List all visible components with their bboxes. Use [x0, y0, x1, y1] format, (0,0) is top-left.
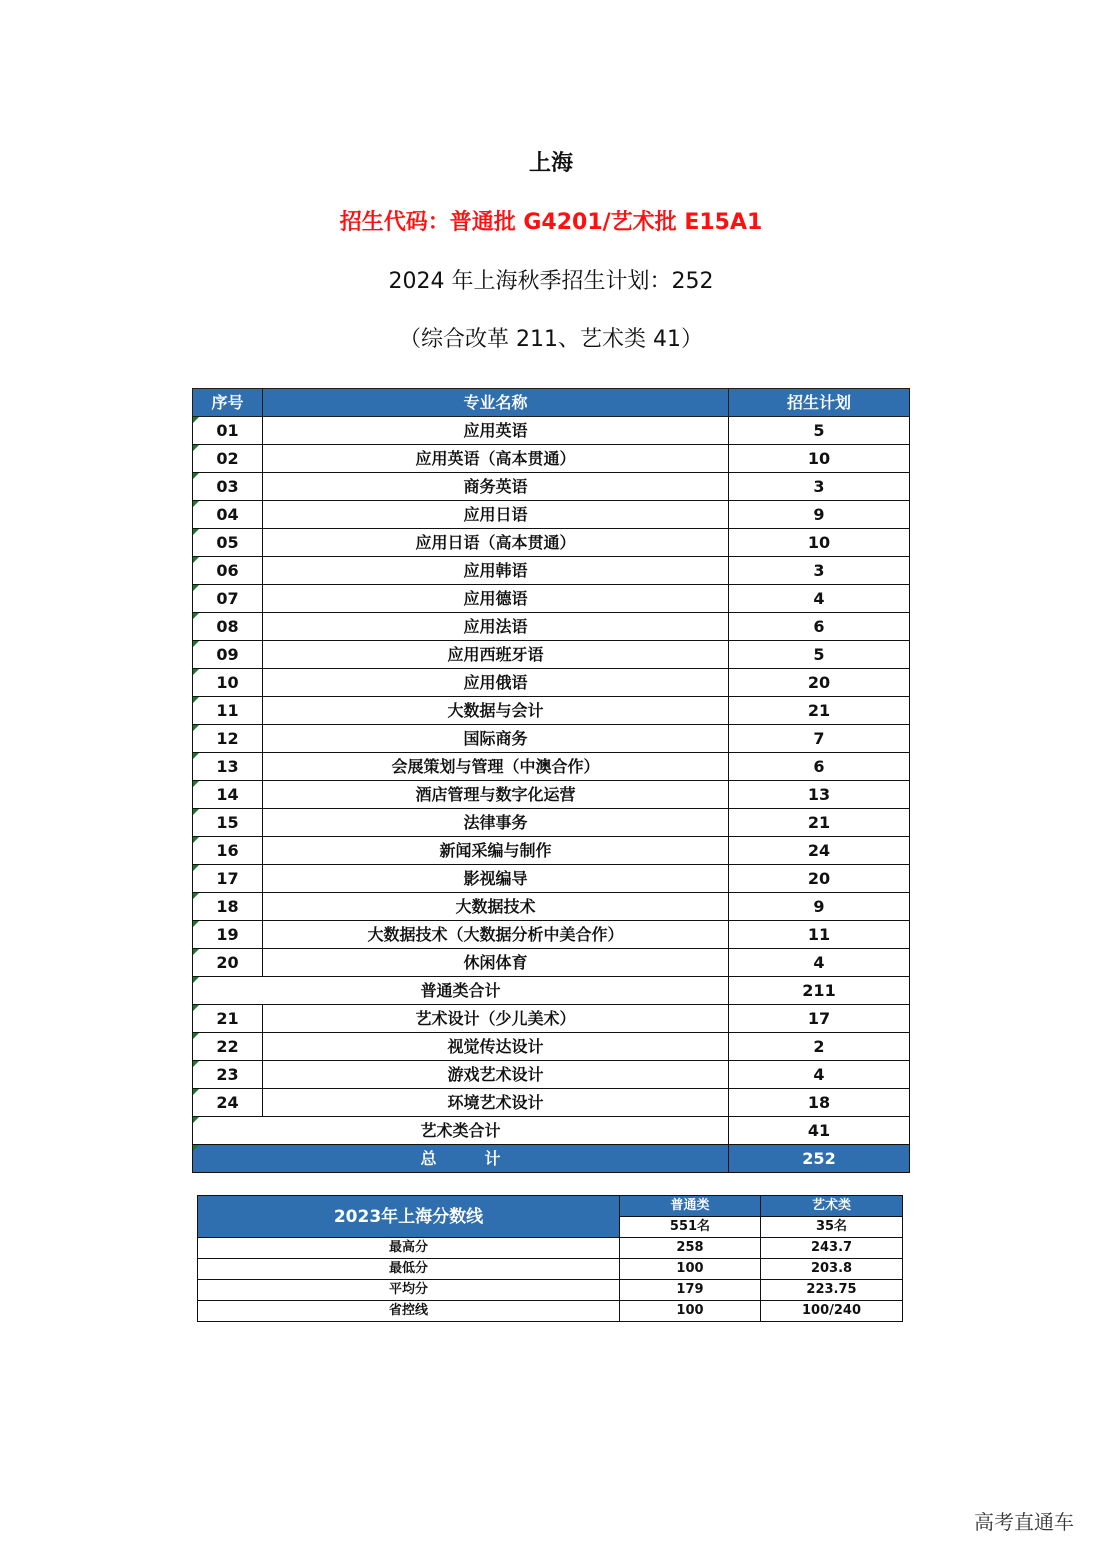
table-row	[193, 1033, 910, 1061]
plan-count: 3	[729, 473, 910, 501]
table-row	[193, 501, 910, 529]
major-name: 大数据技术	[263, 893, 729, 921]
major-name: 会展策划与管理（中澳合作）	[263, 753, 729, 781]
major-name: 大数据技术（大数据分析中美合作）	[263, 921, 729, 949]
table-row	[193, 473, 910, 501]
row-number: 07	[193, 585, 263, 613]
plan-count: 5	[729, 417, 910, 445]
score-art: 243.7	[761, 1238, 903, 1259]
plan-count: 18	[729, 1089, 910, 1117]
plan-count: 10	[729, 529, 910, 557]
table-row	[193, 557, 910, 585]
table-row	[193, 837, 910, 865]
general-subtotal-row-label: 普通类合计	[193, 977, 729, 1005]
row-number: 24	[193, 1089, 263, 1117]
art-subtotal-row-label: 艺术类合计	[193, 1117, 729, 1145]
plan-count: 9	[729, 501, 910, 529]
table-row	[193, 1005, 910, 1033]
major-name: 应用俄语	[263, 669, 729, 697]
table-row	[193, 613, 910, 641]
plan-count: 4	[729, 585, 910, 613]
score-general: 100	[620, 1301, 761, 1322]
plan-count: 7	[729, 725, 910, 753]
major-name: 应用西班牙语	[263, 641, 729, 669]
column-header: 序号	[193, 389, 263, 417]
plan-count: 4	[729, 949, 910, 977]
plan-count: 9	[729, 893, 910, 921]
column-header: 艺术类	[761, 1196, 903, 1217]
major-name: 游戏艺术设计	[263, 1061, 729, 1089]
enrollment-plan: 2024 年上海秋季招生计划：252	[388, 269, 714, 294]
table-row	[198, 1280, 903, 1301]
plan-count: 13	[729, 781, 910, 809]
table-row	[198, 1259, 903, 1280]
major-name: 应用日语（高本贯通）	[263, 529, 729, 557]
plan-count: 6	[729, 753, 910, 781]
column-header: 招生计划	[729, 389, 910, 417]
major-name: 应用法语	[263, 613, 729, 641]
total-row-label: 总 计	[193, 1145, 729, 1173]
row-number: 10	[193, 669, 263, 697]
major-name: 艺术设计（少儿美术）	[263, 1005, 729, 1033]
plan-count: 6	[729, 613, 910, 641]
row-number: 04	[193, 501, 263, 529]
major-name: 酒店管理与数字化运营	[263, 781, 729, 809]
row-number: 08	[193, 613, 263, 641]
major-name: 商务英语	[263, 473, 729, 501]
table-row	[193, 809, 910, 837]
table-row	[198, 1238, 903, 1259]
score-art: 223.75	[761, 1280, 903, 1301]
score-table-title: 2023年上海分数线	[198, 1196, 620, 1238]
major-name: 国际商务	[263, 725, 729, 753]
row-number: 23	[193, 1061, 263, 1089]
plan-count: 17	[729, 1005, 910, 1033]
row-number: 02	[193, 445, 263, 473]
row-number: 17	[193, 865, 263, 893]
total-row-count: 252	[729, 1145, 910, 1173]
major-name: 新闻采编与制作	[263, 837, 729, 865]
general-count: 551名	[620, 1217, 761, 1238]
row-number: 21	[193, 1005, 263, 1033]
row-number: 11	[193, 697, 263, 725]
major-name: 休闲体育	[263, 949, 729, 977]
table-row	[193, 753, 910, 781]
score-label: 平均分	[198, 1280, 620, 1301]
table-row	[193, 1061, 910, 1089]
table-row	[193, 585, 910, 613]
row-number: 06	[193, 557, 263, 585]
art-subtotal-row-count: 41	[729, 1117, 910, 1145]
plan-count: 3	[729, 557, 910, 585]
table-row	[198, 1301, 903, 1322]
score-general: 179	[620, 1280, 761, 1301]
plan-count: 4	[729, 1061, 910, 1089]
table-row	[193, 921, 910, 949]
major-name: 法律事务	[263, 809, 729, 837]
plan-count: 20	[729, 669, 910, 697]
column-header: 专业名称	[263, 389, 729, 417]
score-line-table	[197, 1195, 903, 1322]
total-row	[193, 1145, 910, 1173]
major-name: 应用日语	[263, 501, 729, 529]
table-row	[193, 445, 910, 473]
plan-count: 10	[729, 445, 910, 473]
row-number: 15	[193, 809, 263, 837]
table-row	[193, 641, 910, 669]
table-row	[193, 781, 910, 809]
plan-count: 21	[729, 809, 910, 837]
art-subtotal-row	[193, 1117, 910, 1145]
row-number: 20	[193, 949, 263, 977]
table-row	[193, 1089, 910, 1117]
table-row	[193, 865, 910, 893]
row-number: 09	[193, 641, 263, 669]
row-number: 03	[193, 473, 263, 501]
table-row	[193, 725, 910, 753]
score-art: 100/240	[761, 1301, 903, 1322]
score-general: 258	[620, 1238, 761, 1259]
art-count: 35名	[761, 1217, 903, 1238]
table-row	[193, 529, 910, 557]
row-number: 12	[193, 725, 263, 753]
score-label: 省控线	[198, 1301, 620, 1322]
table-header-row	[193, 389, 910, 417]
row-number: 05	[193, 529, 263, 557]
row-number: 13	[193, 753, 263, 781]
table-row	[193, 893, 910, 921]
table-row	[193, 697, 910, 725]
plan-count: 21	[729, 697, 910, 725]
column-header: 普通类	[620, 1196, 761, 1217]
plan-count: 20	[729, 865, 910, 893]
table-row	[193, 669, 910, 697]
enrollment-plan-table	[192, 388, 910, 1173]
row-number: 14	[193, 781, 263, 809]
general-subtotal-row	[193, 977, 910, 1005]
score-art: 203.8	[761, 1259, 903, 1280]
enrollment-code: 招生代码：普通批 G4201/艺术批 E15A1	[339, 210, 763, 235]
major-name: 大数据与会计	[263, 697, 729, 725]
row-number: 19	[193, 921, 263, 949]
score-label: 最低分	[198, 1259, 620, 1280]
plan-count: 11	[729, 921, 910, 949]
major-name: 应用英语（高本贯通）	[263, 445, 729, 473]
major-name: 应用韩语	[263, 557, 729, 585]
page-title: 上海	[528, 151, 573, 176]
major-name: 视觉传达设计	[263, 1033, 729, 1061]
table-row	[193, 949, 910, 977]
plan-count: 24	[729, 837, 910, 865]
major-name: 环境艺术设计	[263, 1089, 729, 1117]
major-name: 应用德语	[263, 585, 729, 613]
major-name: 应用英语	[263, 417, 729, 445]
table-row	[193, 417, 910, 445]
score-label: 最高分	[198, 1238, 620, 1259]
row-number: 18	[193, 893, 263, 921]
row-number: 22	[193, 1033, 263, 1061]
plan-count: 5	[729, 641, 910, 669]
plan-breakdown: （综合改革 211、艺术类 41）	[399, 327, 703, 352]
plan-count: 2	[729, 1033, 910, 1061]
watermark: 高考直通车	[974, 1510, 1074, 1534]
row-number: 01	[193, 417, 263, 445]
major-name: 影视编导	[263, 865, 729, 893]
row-number: 16	[193, 837, 263, 865]
general-subtotal-row-count: 211	[729, 977, 910, 1005]
score-general: 100	[620, 1259, 761, 1280]
